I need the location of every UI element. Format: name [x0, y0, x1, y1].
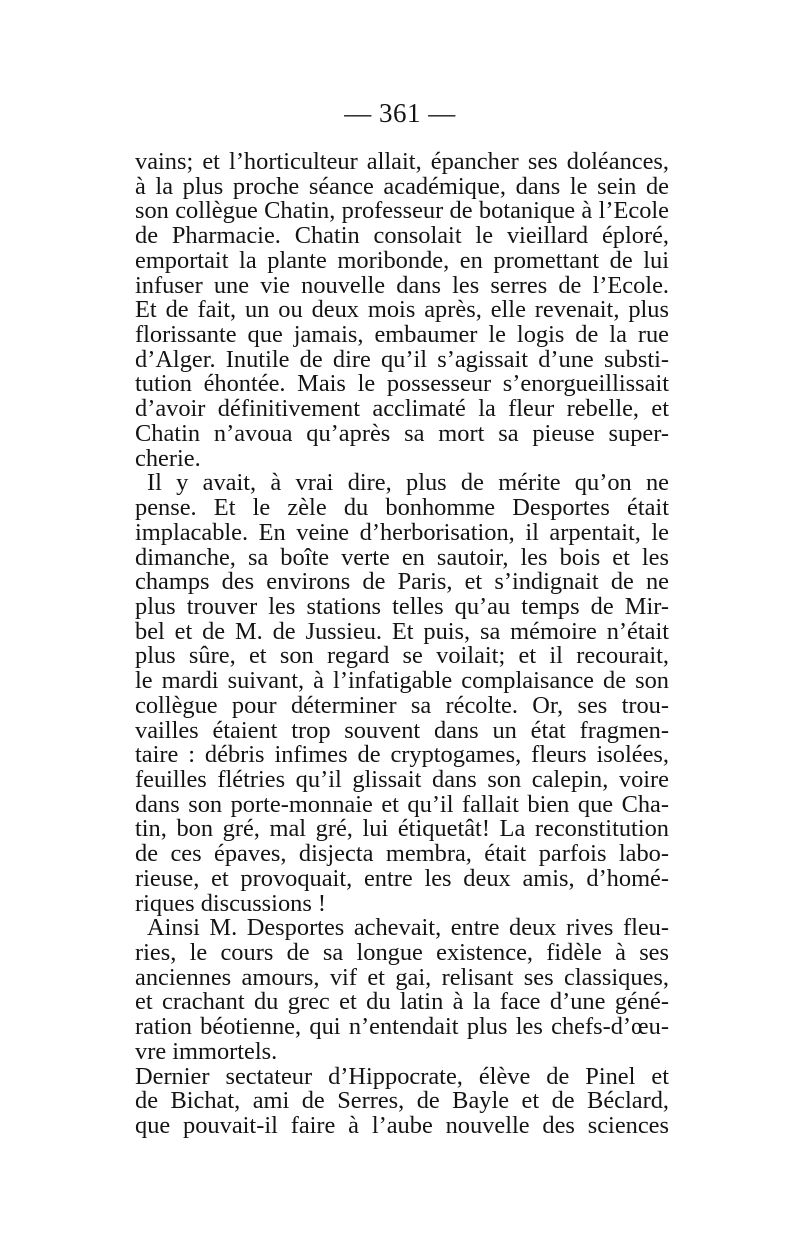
text-line: Il y avait, à vrai dire, plus de mérite qu’on ne: [147, 469, 669, 497]
text-line: taire : débris infimes de cryptogames, fleurs isolées,: [135, 741, 669, 769]
text-line: et crachant du grec et du latin à la face d’une géné-: [135, 988, 669, 1016]
text-line: de Pharmacie. Chatin consolait le vieillard éploré,: [135, 222, 669, 250]
text-line: pense. Et le zèle du bonhomme Desportes était: [135, 494, 669, 522]
text-line: vre immortels.: [135, 1037, 278, 1065]
text-line: tution éhontée. Mais le possesseur s’enorgueillissait: [135, 370, 669, 398]
text-line: dimanche, sa boîte verte en sautoir, les bois et les: [135, 543, 669, 571]
text-line: Et de fait, un ou deux mois après, elle revenait, plus: [135, 296, 669, 324]
text-line: bel et de M. de Jussieu. Et puis, sa mémoire n’était: [135, 617, 669, 645]
text-line: florissante que jamais, embaumer le logis de la rue: [135, 321, 669, 349]
text-line: ries, le cours de sa longue existence, fidèle à ses: [135, 939, 669, 966]
page-body-text: [135, 150, 669, 1139]
text-line: plus sûre, et son regard se voilait; et il recourait,: [135, 642, 669, 670]
page-number: — 361 —: [344, 98, 456, 128]
text-line: Chatin n’avoua qu’après sa mort sa pieuse super-: [135, 419, 669, 447]
text-line: infuser une vie nouvelle dans les serres de l’Ecole.: [135, 271, 669, 299]
text-line: tin, bon gré, mal gré, lui étiquetât! La reconstitution: [135, 815, 669, 843]
paragraph-dernier: [135, 1062, 669, 1140]
text-line: cherie.: [135, 444, 201, 472]
paragraph-ainsi: [135, 916, 669, 1064]
text-line: le mardi suivant, à l’infatigable complaisance de son: [135, 667, 669, 695]
text-line: d’avoir définitivement acclimaté la fleur rebelle, et: [135, 395, 669, 423]
text-line: rieuse, et provoquait, entre les deux amis, d’homé-: [135, 864, 669, 892]
text-line: Ainsi M. Desportes achevait, entre deux rives fleu-: [147, 914, 669, 942]
text-line: champs des environs de Paris, et s’indignait de ne: [135, 568, 669, 596]
text-line: collègue pour déterminer sa récolte. Or, ses trou-: [135, 691, 669, 719]
paragraph-herborisation: [135, 471, 669, 916]
text-line: de Bichat, ami de Serres, de Bayle et de Béclard,: [135, 1087, 669, 1115]
text-line: emportait la plante moribonde, en promettant de lui: [135, 246, 669, 274]
text-line: riques discussions !: [135, 889, 327, 917]
text-line: plus trouver les stations telles qu’au temps de Mir-: [135, 592, 669, 620]
text-line: vailles étaient trop souvent dans un état fragmen-: [135, 716, 669, 744]
paragraph-horticulteur: [135, 150, 669, 471]
text-line: à la plus proche séance académique, dans le sein de: [135, 172, 669, 200]
text-line: ration béotienne, qui n’entendait plus les chefs-d’œu-: [135, 1013, 669, 1041]
text-line: implacable. En veine d’herborisation, il arpentait, le: [135, 518, 669, 546]
text-line: son collègue Chatin, professeur de botanique à l’Ecole: [135, 197, 669, 225]
text-line: feuilles flétries qu’il glissait dans son calepin, voire: [135, 765, 669, 793]
text-line: que pouvait-il faire à l’aube nouvelle des sciences: [135, 1112, 669, 1140]
text-line: dans son porte-monnaie et qu’il fallait bien que Cha-: [135, 790, 669, 818]
text-line: Dernier sectateur d’Hippocrate, élève de Pinel et: [135, 1062, 669, 1090]
text-line: vains; et l’horticulteur allait, épancher ses doléances,: [135, 148, 669, 175]
text-line: anciennes amours, vif et gai, relisant ses classiques,: [135, 963, 669, 991]
text-line: de ces épaves, disjecta membra, était parfois labo-: [135, 840, 669, 868]
text-line: d’Alger. Inutile de dire qu’il s’agissait d’une substi-: [135, 345, 669, 373]
